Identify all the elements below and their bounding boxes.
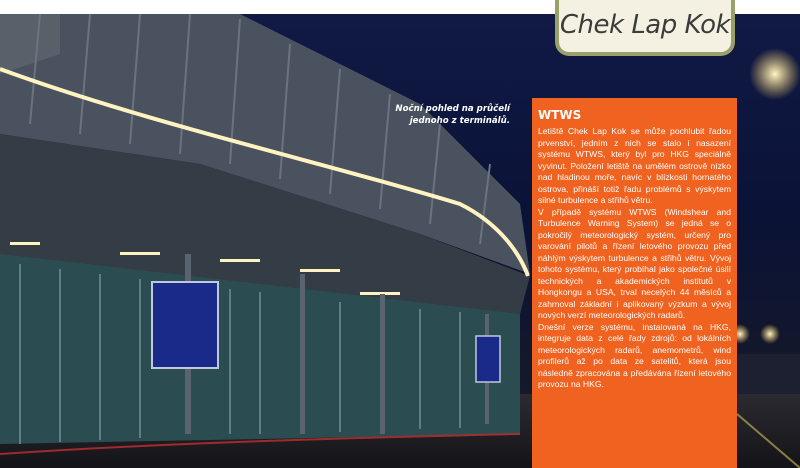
box-paragraph: Letiště Chek Lap Kok se může pochlubit řadou prvenství, jedním z nich se stalo i nasazení systému WTWS, který byl pro HKG speciálně vyvinut. Položení letiště na umělém ostrově nízko nad hladinou moře, navíc v blízkosti hornatého ostrova, přináší totiž řadu problémů s výskytem silné turbulence a střihů větru. — [538, 126, 731, 205]
photo-caption: Noční pohled na průčelí jednoho z terminálů. — [395, 104, 510, 126]
box-paragraph: Dnešní verze systému, instalovaná na HKG, integruje data z celé řady zdrojů: od lokálních meteorologických radarů, anemometrů, wind profilerů až po data ze satelitů, která jsou následně zpracována a předávána řízení letového provozu na HKG. — [538, 321, 731, 389]
box-paragraph: V případě systému WTWS (Windshear and Turbulence Warning System) se jedná se o pokročilý meteorologický systém, určený pro varování pilotů a řízení letového provozu před náhlým výskytem turbulence a střihů větru. Vývoj tohoto systému, který probíhal jako společné úsilí technických a akademických institutů v Hongkongu a USA, trval necelých 44 měsíců a zahrnoval základní i aplikovaný výzkum a vývoj nových verzí meteorologických radarů. — [538, 206, 731, 320]
title-tab — [555, 0, 735, 56]
box-body — [538, 126, 731, 391]
wtws-sidebar-box — [532, 98, 737, 468]
page-title: Chek Lap Kok — [559, 10, 731, 40]
box-heading: WTWS — [538, 108, 582, 122]
